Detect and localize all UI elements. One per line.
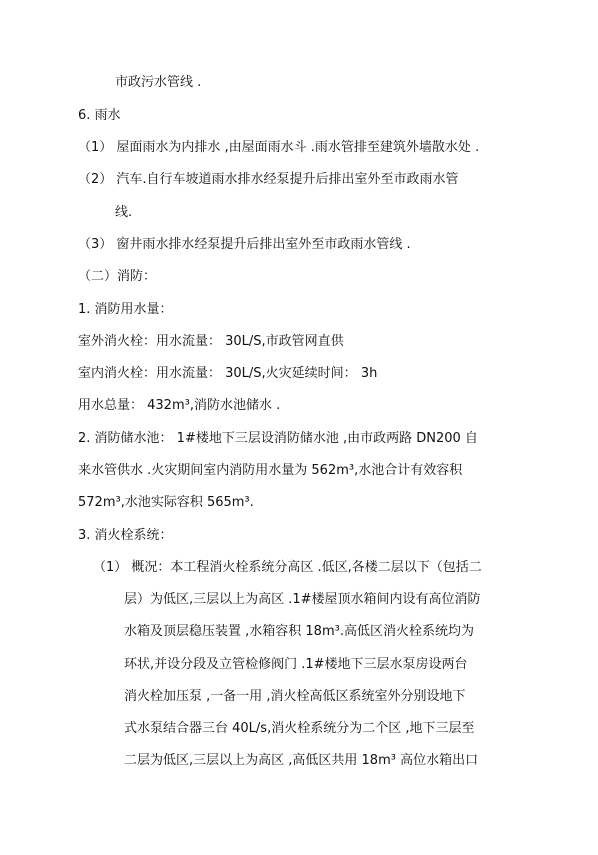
text-line-11: 用水总量： 432m³,消防水池储水 . [78,398,281,413]
section-heading-fire-water: 1. 消防用水量： [78,302,173,317]
text-line-6: （3） 窗井雨水排水经泵提升后排出室外至市政雨水管线 . [78,237,411,252]
text-line-3: （1） 屋面雨水为内排水 ,由屋面雨水斗 .雨水管排至建筑外墙散水处 . [78,140,480,155]
text-line-22: 二层为低区,三层以上为高区 ,高低区共用 18m³ 高位水箱出口 [124,753,479,768]
text-line-9: 室外消火栓：用水流量： 30L/S,市政管网直供 [78,334,344,349]
text-line-13: 来水管供水 .火灾期间室内消防用水量为 562m³,水池合计有效容积 [78,463,463,478]
text-line-14: 572m³,水池实际容积 565m³. [78,495,254,510]
section-heading-rainwater: 6. 雨水 [78,108,121,123]
text-line-17: 层）为低区,三层以上为高区 .1#楼屋顶水箱间内设有高位消防 [124,592,481,607]
text-line-12: 2. 消防储水池： 1#楼地下三层设消防储水池 ,由市政两路 DN200 自 [78,431,478,446]
text-line-19: 环状,并设分段及立管检修阀门 .1#楼地下三层水泵房设两台 [124,657,468,672]
text-line-4: （2） 汽车.自行车坡道雨水排水经泵提升后排出室外至市政雨水管 [78,172,459,187]
text-line-5: 线. [115,205,133,220]
text-line-18: 水箱及顶层稳压装置 ,水箱容积 18m³.高低区消火栓系统均为 [124,624,474,639]
text-line-10: 室内消火栓：用水流量： 30L/S,火灾延续时间： 3h [78,366,378,381]
text-line-16: （1） 概况：本工程消火栓系统分高区 .低区,各楼二层以下（包括二 [93,560,482,575]
text-line-1: 市政污水管线 . [115,75,202,90]
text-line-21: 式水泵结合器三台 40L/s,消火栓系统分为二个区 ,地下三层至 [124,721,475,736]
section-heading-fire: （二）消防： [78,269,157,284]
text-line-20: 消火栓加压泵 ,一备一用 ,消火栓高低区系统室外分别设地下 [124,689,466,704]
section-heading-hydrant: 3. 消火栓系统： [78,528,173,543]
